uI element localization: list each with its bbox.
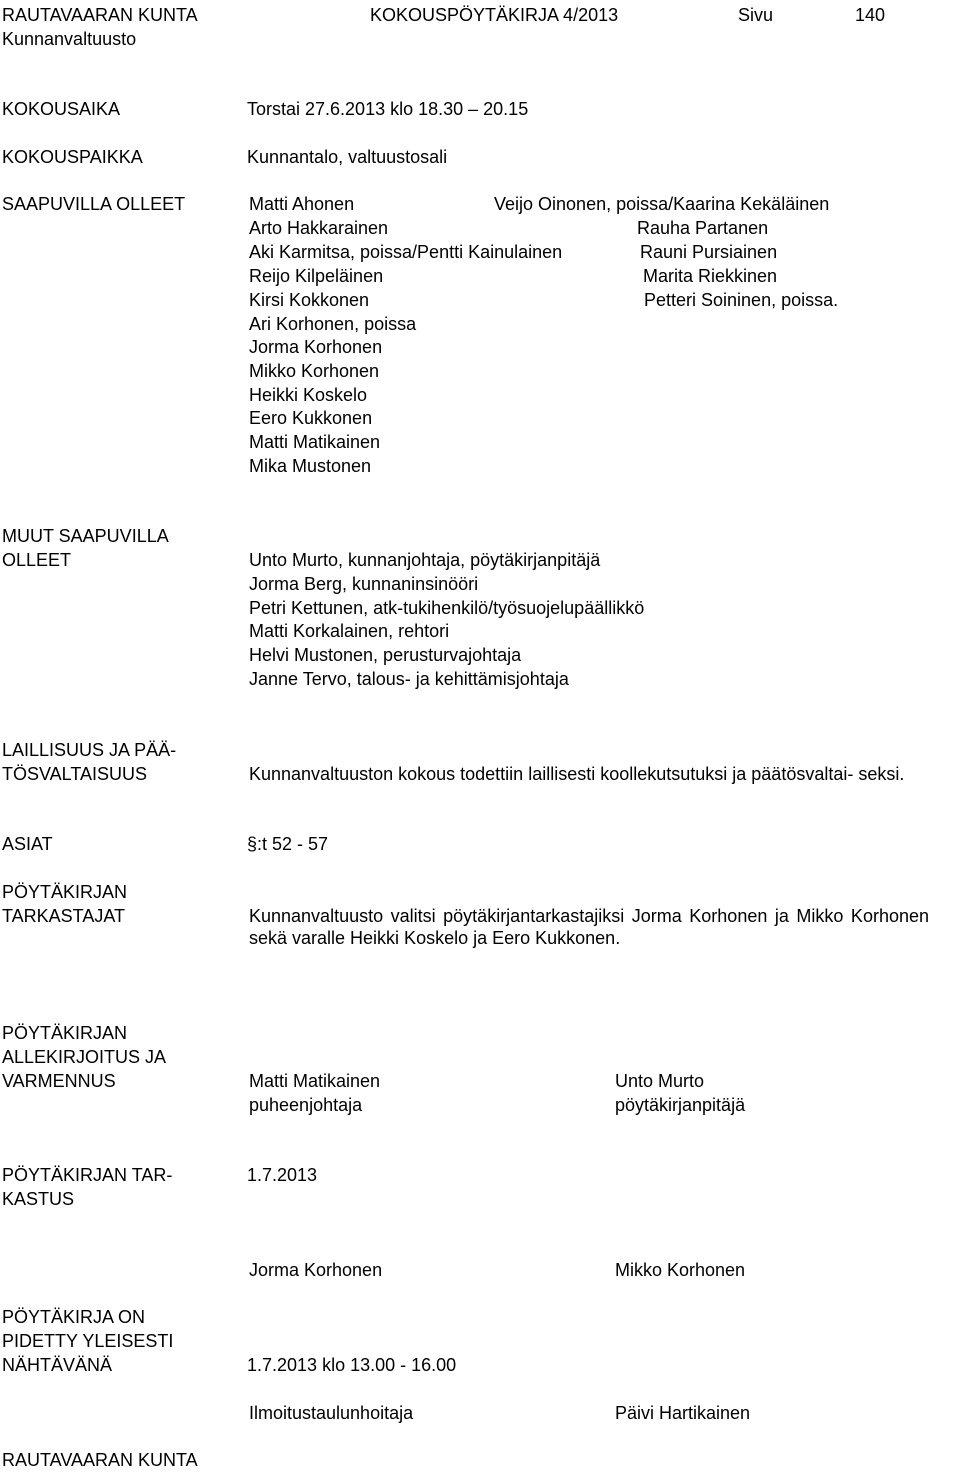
page-number: 140 [855, 5, 886, 25]
meeting-place-label: KOKOUSPAIKKA [2, 147, 143, 167]
inspectors-label-line2: TARKASTAJAT [2, 906, 126, 926]
member: Marita Riekkinen [643, 266, 778, 286]
signer-2-name: Unto Murto [615, 1071, 705, 1091]
member: Matti Ahonen [249, 194, 355, 214]
signer-2-role: pöytäkirjanpitäjä [615, 1095, 746, 1115]
member: Matti Matikainen [249, 432, 381, 452]
document-title: KOKOUSPÖYTÄKIRJA 4/2013 [370, 5, 619, 25]
legality-text: Kunnanvaltuuston kokous todettiin laillisesti koollekutsutuksi ja päätösvaltai- seksi. [249, 764, 905, 784]
signature-label-line3: VARMENNUS [2, 1071, 116, 1091]
member: Petteri Soininen, poissa. [644, 290, 839, 310]
attester-name: Päivi Hartikainen [615, 1403, 751, 1423]
public-display-label-line1: PÖYTÄKIRJA ON [2, 1307, 146, 1327]
list-item: Jorma Berg, kunnaninsinööri [249, 574, 479, 594]
member: Veijo Oinonen, poissa/Kaarina Kekäläinen [494, 194, 830, 214]
legality-label-line2: TÖSVALTAISUUS [2, 764, 148, 784]
legality-label-line1: LAILLISUUS JA PÄÄ- [2, 740, 177, 760]
review-label-line2: KASTUS [2, 1189, 75, 1209]
list-item: Matti Korkalainen, rehtori [249, 621, 450, 641]
signature-label-line2: ALLEKIRJOITUS JA [2, 1047, 167, 1067]
public-display-value: 1.7.2013 klo 13.00 - 16.00 [247, 1355, 457, 1375]
list-item: Helvi Mustonen, perusturvajohtaja [249, 645, 522, 665]
page-label: Sivu [738, 5, 774, 25]
matters-label: ASIAT [2, 834, 53, 854]
signer-1-name: Matti Matikainen [249, 1071, 381, 1091]
others-present-label-line2: OLLEET [2, 550, 72, 570]
footer-org: RAUTAVAARAN KUNTA [2, 1450, 198, 1470]
member: Reijo Kilpeläinen [249, 266, 384, 286]
meeting-place-value: Kunnantalo, valtuustosali [247, 147, 448, 167]
review-label-line1: PÖYTÄKIRJAN TAR- [2, 1165, 173, 1185]
signer-1-role: puheenjohtaja [249, 1095, 363, 1115]
header-org: RAUTAVAARAN KUNTA [2, 5, 198, 25]
public-display-label-line3: NÄHTÄVÄNÄ [2, 1355, 113, 1375]
member: Arto Hakkarainen [249, 218, 389, 238]
member: Eero Kukkonen [249, 408, 373, 428]
matters-value: §:t 52 - 57 [247, 834, 329, 854]
list-item: Janne Tervo, talous- ja kehittämisjohtaja [249, 669, 569, 689]
meeting-time-label: KOKOUSAIKA [2, 99, 121, 119]
header-body: Kunnanvaltuusto [2, 29, 137, 49]
member: Rauni Pursiainen [640, 242, 778, 262]
member: Ari Korhonen, poissa [249, 314, 417, 334]
member: Kirsi Kokkonen [249, 290, 370, 310]
inspectors-text: Kunnanvaltuusto valitsi pöytäkirjantarkastajiksi Jorma Korhonen ja Mikko Korhonen sekä varalle Heikki Koskelo ja Eero Kukkonen. [249, 906, 929, 948]
member: Mika Mustonen [249, 456, 372, 476]
member: Jorma Korhonen [249, 337, 383, 357]
review-date: 1.7.2013 [247, 1165, 318, 1185]
list-item: Unto Murto, kunnanjohtaja, pöytäkirjanpitäjä [249, 550, 601, 570]
signature-label-line1: PÖYTÄKIRJAN [2, 1023, 128, 1043]
public-display-label-line2: PIDETTY YLEISESTI [2, 1331, 174, 1351]
reviewer-2: Mikko Korhonen [615, 1260, 746, 1280]
present-label: SAAPUVILLA OLLEET [2, 194, 186, 214]
inspectors-label-line1: PÖYTÄKIRJAN [2, 882, 128, 902]
member: Aki Karmitsa, poissa/Pentti Kainulainen [249, 242, 563, 262]
attester-role: Ilmoitustaulunhoitaja [249, 1403, 414, 1423]
member: Rauha Partanen [637, 218, 769, 238]
member: Mikko Korhonen [249, 361, 380, 381]
member: Heikki Koskelo [249, 385, 368, 405]
list-item: Petri Kettunen, atk-tukihenkilö/työsuojelupäällikkö [249, 598, 645, 618]
others-present-label-line1: MUUT SAAPUVILLA [2, 526, 169, 546]
reviewer-1: Jorma Korhonen [249, 1260, 383, 1280]
meeting-time-value: Torstai 27.6.2013 klo 18.30 – 20.15 [247, 99, 529, 119]
